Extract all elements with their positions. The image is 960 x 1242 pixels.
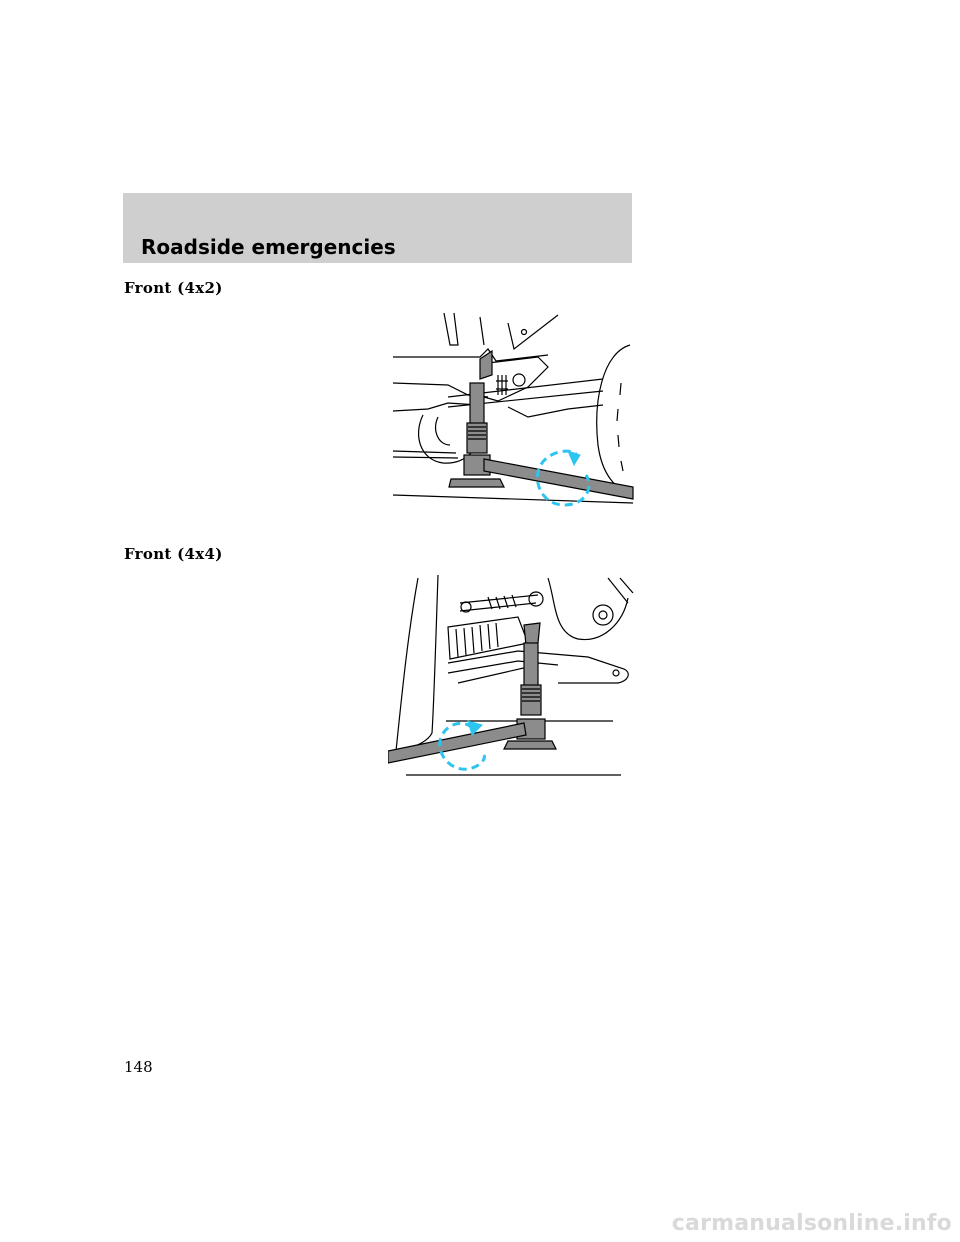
jack-illustration-4x2 bbox=[388, 305, 638, 513]
figure-caption-4x2: Front (4x2) bbox=[124, 279, 223, 297]
figure-caption-4x4: Front (4x4) bbox=[124, 545, 223, 563]
section-header-band bbox=[123, 193, 632, 263]
watermark-text: carmanualsonline.info bbox=[671, 1211, 952, 1236]
jack-illustration-4x4 bbox=[388, 573, 638, 778]
page-number: 148 bbox=[124, 1058, 153, 1076]
section-title: Roadside emergencies bbox=[141, 235, 396, 259]
